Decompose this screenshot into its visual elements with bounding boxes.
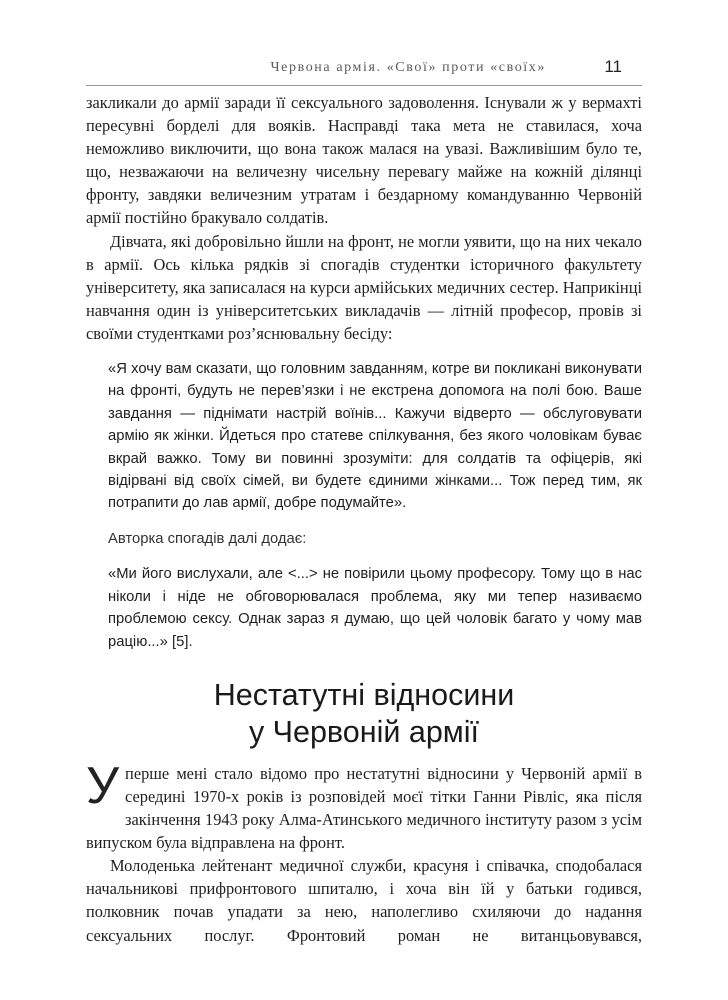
body-text xyxy=(86,91,642,947)
paragraph-text: перше мені стало відомо про нестатутні відносини у Червоній армії в середині 1970-х років із розповідей моєї тітки Ганни Рівліс, яка після закінчення 1943 року Алма-Атинського медичного інституту разом з усім випуском була відправлена на фронт. xyxy=(86,763,642,853)
drop-cap: У xyxy=(86,756,120,815)
paragraph: Дівчата, які добровільно йшли на фронт, не могли уявити, що на них чекало в армії. Ось кілька рядків зі спогадів студентки історичного факультету університету, яка записалася на курси армійських медичних сестер. Наприкінці навчання один із університетських викладачів — літній професор, провів зі своїми студентками роз’яснювальну бесіду: xyxy=(86,231,643,343)
block-quote: «Ми його вислухали, але <...> не повірили цьому професору. Тому що в нас ніколи і ніде не обговорювалася проблема, яку ми тепер називаємо проблемою сексу. Однак зараз я думаю, що цей чоловік багато у чому мав рацію...» [5]. xyxy=(108,566,642,650)
running-title: Червона армія. «Свої» проти «своїх» xyxy=(270,60,546,75)
section-heading xyxy=(86,677,642,751)
quote-intro: Авторка спогадів далі додає: xyxy=(108,530,307,547)
page-number: 11 xyxy=(604,57,622,76)
section-heading-line: Нестатутні відносини xyxy=(213,677,515,712)
paragraph-continuation: закликали до армії заради її сексуального задоволення. Існували ж у вермахті пересувні борделі для вояків. Насправді така мета не ставилася, хоча неможливо виключити, що вона також малася на увазі. Важливішим було те, що, незважаючи на величезну чисельну перевагу майже на кожній ділянці фронту, завдяки величезним утратам і бездарному командуванню Червоній армії постійно бракувало солдатів. xyxy=(86,93,642,228)
header-rule xyxy=(86,85,642,86)
paragraph: Молоденька лейтенант медичної служби, красуня і співачка, сподобалася начальникові прифронтового шпиталю, і хоча він їй у батьки годився, полковник почав упадати за нею, наполегливо схиляючи до надання сексуальних послуг. Фронтовий роман не витанцьовувався, xyxy=(86,856,642,945)
block-quote: «Я хочу вам сказати, що головним завданням, котре ви покликані виконувати на фронті, будуть не перев’язки і не екстрена допомога на полі бою. Ваше завдання — піднімати настрій воїнів... Кажучи відверто — обслуговувати армію як жінки. Йдеться про статеве спілкування, без якого чоловікам буває вкрай важко. Тому ви повинні зрозуміти: для солдатів та офіцерів, які відірвані від своїх сімей, ви будете єдиними жінками... Тож перед тим, як потрапити до лав армії, добре подумайте». xyxy=(108,361,642,512)
section-heading-line: у Червоній армії xyxy=(248,714,480,749)
paragraph-with-dropcap xyxy=(86,756,642,854)
running-header xyxy=(86,56,642,82)
